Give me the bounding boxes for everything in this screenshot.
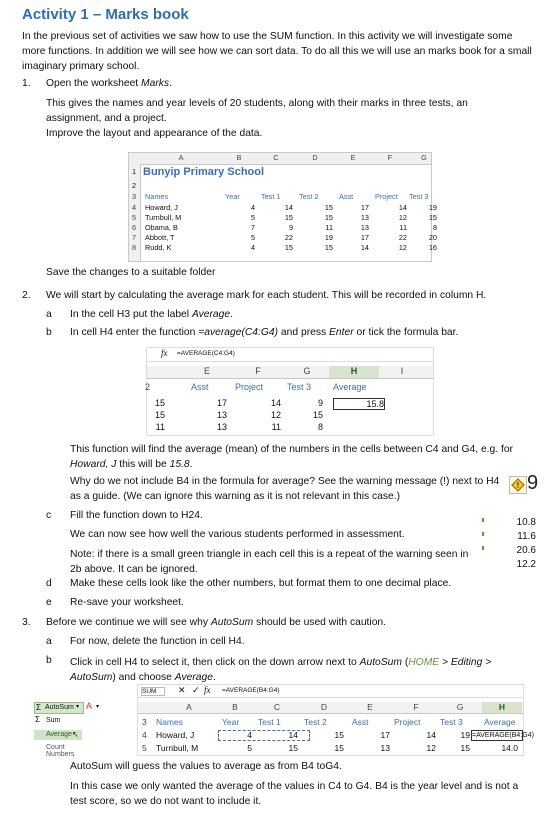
table-cell: 15 [312, 410, 323, 420]
header-cell: Year [222, 717, 240, 727]
col-header: I [400, 366, 404, 376]
table-cell: 13 [216, 422, 227, 432]
table-cell: 4 [250, 243, 255, 252]
table-cell: 15 [460, 743, 470, 753]
autosum-menu [34, 700, 112, 758]
cell-fragment-9: 9 [527, 472, 539, 494]
header-cell: Names [156, 717, 183, 727]
table-cell: 15 [154, 398, 165, 408]
school-title: Bunyip Primary School [143, 166, 265, 178]
warning-icon[interactable] [509, 476, 527, 494]
table-cell: 19 [428, 203, 437, 212]
table-row [129, 243, 437, 253]
table-row [129, 233, 437, 243]
table-cell: 5 [247, 743, 252, 753]
table-cell: 7 [250, 223, 255, 232]
step2c-text: Fill the function down to H24. [70, 510, 203, 521]
header-cell: Test 2 [304, 717, 327, 727]
row-number: 2 [145, 382, 151, 392]
header-row [138, 717, 523, 728]
table-cell: 11 [271, 422, 281, 432]
name-box[interactable]: SUM [141, 687, 165, 696]
sub-letter: b [46, 327, 52, 338]
col-header-selected: H [482, 702, 522, 713]
row-number: 7 [132, 233, 137, 242]
col-header: F [413, 702, 419, 712]
table-cell: 14 [426, 730, 436, 740]
worksheet-autosum [137, 684, 534, 756]
intro-paragraph: In the previous set of activities we saw how to use the SUM function. In this activity we will investigate some more functions. In addition we will see how we can sort data. To do all this we will use an marks book for a small imaginary primary school. [22, 31, 532, 72]
sigma-icon: Σ [35, 715, 40, 724]
table-cell: Howard, J [156, 730, 195, 740]
table-cell: 17 [360, 203, 369, 212]
col-header: B [232, 702, 238, 712]
step3-after2: In this case we only wanted the average of the values in C4 to G4. B4 is the year level and is not a test score, so we do not want to include it. [70, 781, 519, 807]
col-header: C [273, 153, 279, 162]
check-icon[interactable]: ✓ [192, 685, 200, 695]
side-value: 10.8 [516, 517, 536, 528]
header-row [129, 192, 431, 202]
table-cell: 11 [325, 223, 333, 232]
menu-item-sum[interactable] [34, 716, 82, 726]
step-number: 1. [22, 78, 31, 89]
side-value: 12.2 [516, 559, 536, 570]
header-cell: Project [235, 382, 264, 392]
table-cell: 4 [247, 730, 252, 740]
step2e-text: Re-save your worksheet. [70, 597, 184, 608]
table-row [129, 223, 437, 233]
table-cell: 15 [284, 243, 293, 252]
chevron-down-icon[interactable]: ▾ [96, 704, 100, 710]
col-header: C [273, 702, 281, 712]
table-cell: 12 [270, 410, 281, 420]
header-row [147, 382, 433, 394]
col-header: D [312, 153, 318, 162]
step1-line2: This gives the names and year levels of 20 students, along with their marks in three tests, an assignment, and a project. [46, 98, 468, 124]
table-cell: Howard, J [145, 203, 178, 212]
table-cell: 12 [426, 743, 436, 753]
table-cell [333, 422, 383, 434]
row-number: 3 [132, 192, 137, 201]
header-cell: Asst [352, 717, 369, 727]
header-cell: Year [225, 192, 240, 201]
table-cell: Turnbull, M [145, 213, 182, 222]
fx-icon[interactable]: fx [161, 348, 168, 358]
col-header: E [350, 153, 356, 162]
table-cell: 13 [360, 213, 369, 222]
sub-letter: b [46, 655, 52, 666]
header-cell: Test 2 [299, 192, 319, 201]
table-cell: 17 [380, 730, 390, 740]
col-header: A [186, 702, 192, 712]
sub-letter: a [46, 636, 52, 647]
table-cell: 15 [284, 213, 293, 222]
header-cell: Project [394, 717, 421, 727]
table-row [138, 743, 523, 754]
clear-format-icon[interactable]: A [86, 701, 93, 711]
formula-bar[interactable] [147, 348, 433, 362]
table-cell: 5 [250, 233, 255, 242]
table-cell: 15 [334, 730, 344, 740]
table-cell: 15 [324, 213, 333, 222]
table-cell-with-warning: 9 [317, 398, 323, 408]
col-header: E [367, 702, 373, 712]
table-cell: 16 [428, 243, 437, 252]
table-cell: 15 [324, 243, 333, 252]
header-cell: Project [375, 192, 398, 201]
header-cell: Test 3 [287, 382, 312, 392]
menu-item-label: Average [46, 731, 72, 738]
step-number: 2. [22, 290, 31, 301]
row-number: 8 [132, 243, 137, 252]
table-row [129, 213, 437, 223]
formula-text: =AVERAGE(B4:G4) [222, 687, 280, 694]
step2a-text: In the cell H3 put the label Average. [70, 309, 233, 320]
row-number: 4 [132, 203, 137, 212]
table-cell: 4 [250, 203, 255, 212]
table-cell: Obama, B [145, 223, 178, 232]
table-cell: 14 [288, 730, 298, 740]
col-header: E [203, 366, 210, 376]
table-cell: 19 [324, 233, 333, 242]
row-number: 1 [132, 167, 137, 176]
header-cell: Asst [339, 192, 354, 201]
table-cell: 14 [270, 398, 281, 408]
table-cell: 14 [398, 203, 407, 212]
table-row [138, 730, 534, 741]
table-cell: Turnbull, M [156, 743, 199, 753]
step2-para2: Why do we not include B4 in the formula for average? See the warning message (!) next to H4 as a guide. (We can ignore this warning as it is not relevant in this case.) [70, 476, 500, 502]
col-header: G [456, 702, 464, 712]
table-cell: 8 [317, 422, 323, 432]
step2b-text: In cell H4 enter the function =average(C4:G4) and press Enter or tick the formula bar. [70, 327, 459, 338]
col-header: F [387, 153, 393, 162]
table-cell: 8 [432, 223, 437, 232]
save-instruction: Save the changes to a suitable folder [46, 267, 216, 278]
column-header-row [129, 153, 431, 165]
step2-line1: We will start by calculating the average mark for each student. This will be recorded in column H. [46, 290, 487, 301]
header-cell: Test 1 [258, 717, 281, 727]
step2-para1: This function will find the average (mean) of the numbers in the cells between C4 and G4, e.g. for Howard, J this will be 15.8. [70, 444, 514, 470]
table-cell [333, 410, 383, 422]
document-page [22, 6, 542, 74]
table-cell: 15 [324, 203, 333, 212]
menu-item-average[interactable] [34, 730, 82, 740]
worksheet-average-formula [146, 347, 434, 436]
table-cell: 13 [360, 223, 369, 232]
table-row [147, 398, 433, 410]
table-row [147, 410, 433, 422]
page-title: Activity 1 – Marks book [22, 6, 189, 23]
table-cell: 11 [155, 422, 165, 432]
row-number: 4 [142, 730, 147, 740]
header-cell: Asst [191, 382, 209, 392]
step3-after1: AutoSum will guess the values to average as from B4 toG4. [70, 761, 342, 772]
col-header-selected: H [329, 366, 379, 378]
header-cell: Average [333, 382, 367, 392]
step2c-line2: Note: if there is a small green triangle in each cell this is a repeat of the warning seen in 2b above. It can be ignored. [70, 549, 469, 575]
table-cell: 12 [398, 213, 407, 222]
table-cell: 15 [428, 213, 437, 222]
header-cell: Test 1 [261, 192, 281, 201]
column-header-row [138, 702, 523, 714]
row-number: 3 [142, 717, 147, 727]
menu-item-label: Count Numbers [46, 744, 75, 758]
step1-line1: Open the worksheet Marks. [46, 78, 172, 89]
table-cell: 9 [288, 223, 293, 232]
col-header: D [320, 702, 328, 712]
side-value: 20.6 [516, 545, 536, 556]
row-number: 5 [132, 213, 137, 222]
menu-item-label: Sum [46, 717, 61, 724]
table-cell: Rudd, K [145, 243, 172, 252]
step3-line1: Before we continue we will see why AutoSum should be used with caution. [46, 617, 387, 628]
side-value: 11.6 [517, 531, 536, 542]
col-header: G [303, 366, 311, 376]
sub-letter: d [46, 578, 52, 589]
close-icon[interactable]: ✕ [178, 685, 186, 695]
table-row [129, 203, 437, 213]
step2d-text: Make these cells look like the other numbers, but format them to one decimal place. [70, 578, 452, 589]
row-number: 6 [132, 223, 137, 232]
header-cell: Test 3 [409, 192, 429, 201]
active-cell-formula[interactable]: =AVERAGE(B4:G4) [472, 732, 534, 739]
sub-letter: e [46, 597, 52, 608]
active-cell[interactable]: 15.8 [333, 398, 385, 410]
worksheet-marks [128, 152, 437, 262]
table-cell: 15 [334, 743, 344, 753]
table-cell: 5 [250, 213, 255, 222]
svg-text:!: ! [516, 481, 520, 490]
table-cell: 19 [460, 730, 470, 740]
table-cell: 13 [216, 410, 227, 420]
table-cell: 12 [398, 243, 407, 252]
step-number: 3. [22, 617, 31, 628]
autosum-button[interactable] [34, 702, 84, 714]
table-cell: 20 [428, 233, 437, 242]
table-cell: Abbott, T [145, 233, 175, 242]
table-cell: 22 [284, 233, 293, 242]
header-cell: Names [145, 192, 169, 201]
step1-line3: Improve the layout and appearance of the data. [46, 128, 263, 139]
table-cell: 13 [380, 743, 390, 753]
column-header-row [147, 366, 433, 379]
autosum-label: AutoSum [45, 704, 74, 711]
table-cell: 17 [360, 233, 369, 242]
fx-icon[interactable]: fx [204, 685, 211, 695]
chevron-down-icon: ▾ [76, 704, 80, 710]
sigma-icon: Σ [36, 703, 41, 712]
col-header: G [421, 153, 427, 162]
menu-item-count[interactable] [34, 743, 94, 758]
table-cell: 11 [399, 223, 407, 232]
table-cell: 22 [398, 233, 407, 242]
table-cell: 15 [288, 743, 298, 753]
step2c-line1: We can now see how well the various students performed in assessment. [70, 529, 405, 540]
table-cell: 17 [216, 398, 227, 408]
table-cell: 15 [154, 410, 165, 420]
step3a-text: For now, delete the function in cell H4. [70, 636, 245, 647]
row-number: 2 [132, 181, 137, 190]
header-cell: Average [484, 717, 516, 727]
cursor-icon: ↖ [72, 730, 79, 739]
formula-bar[interactable] [138, 685, 523, 698]
step3b-text: Click in cell H4 to select it, then click on the down arrow next to AutoSum (HOME > Editing > AutoSum) and choose Average. [70, 657, 492, 683]
sub-letter: a [46, 309, 52, 320]
table-cell: 14 [284, 203, 293, 212]
sub-letter: c [46, 510, 52, 521]
side-values-column [482, 516, 540, 570]
col-header: F [255, 366, 261, 376]
col-header: A [178, 153, 184, 162]
table-row [147, 422, 433, 434]
formula-text: =AVERAGE(C4:G4) [177, 350, 235, 357]
col-header: B [236, 153, 242, 162]
header-cell: Test 3 [440, 717, 463, 727]
table-cell: 14.0 [501, 743, 518, 753]
row-number: 5 [142, 743, 147, 753]
table-cell: 14 [360, 243, 369, 252]
